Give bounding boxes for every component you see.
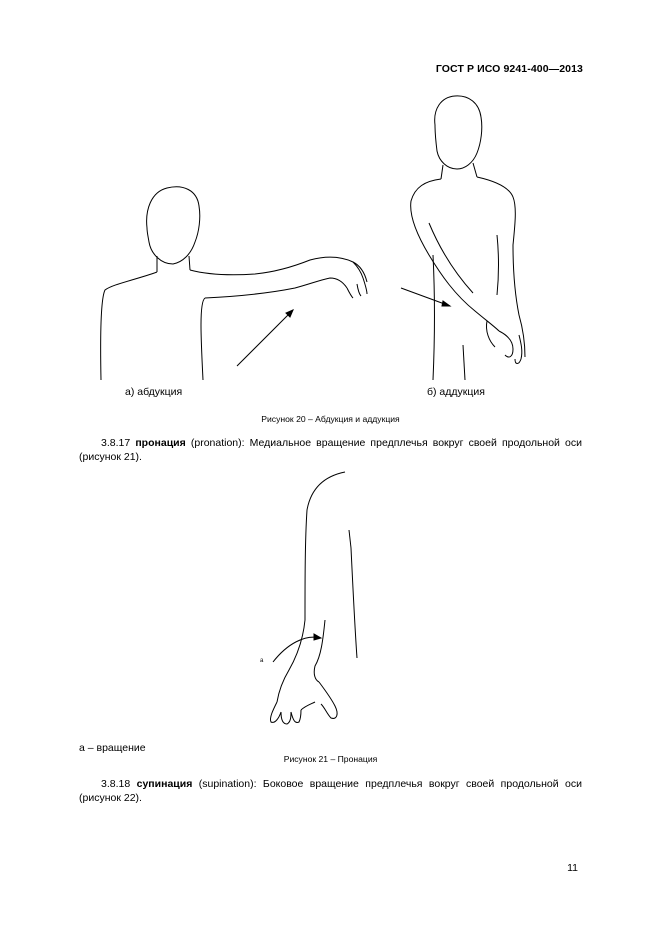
paragraph-3-8-18 [79,777,582,805]
figure-21-legend: а – вращение [79,742,146,754]
figure-20-caption: Рисунок 20 – Абдукция и аддукция [261,414,400,424]
adduction-arrow [398,283,458,313]
figure-pronation-drawing [255,470,375,730]
definition-text: (supination): Боковое вращение предплечья вокруг своей продольной оси (рисунок 22). [79,778,582,804]
clause-number: 3.8.17 [101,437,131,449]
figure-20a-label: а) абдукция [125,386,183,398]
term-pronation: пронация [135,437,186,449]
paragraph-3-8-17 [79,436,582,464]
definition-text: (pronation): Медиальное вращение предплечья вокруг своей продольной оси (рисунок 21). [79,437,583,463]
standard-header: ГОСТ Р ИСО 9241-400—2013 [435,63,583,75]
figure-21-caption: Рисунок 21 – Пронация [283,754,378,764]
figure-abduction-drawing [95,180,385,380]
page-number: 11 [567,862,578,874]
rotation-marker: a [260,658,264,664]
term-supination: супинация [136,778,193,790]
clause-number: 3.8.18 [101,778,131,790]
figure-20b-label: б) аддукция [427,386,485,398]
figure-adduction-drawing [395,95,545,380]
